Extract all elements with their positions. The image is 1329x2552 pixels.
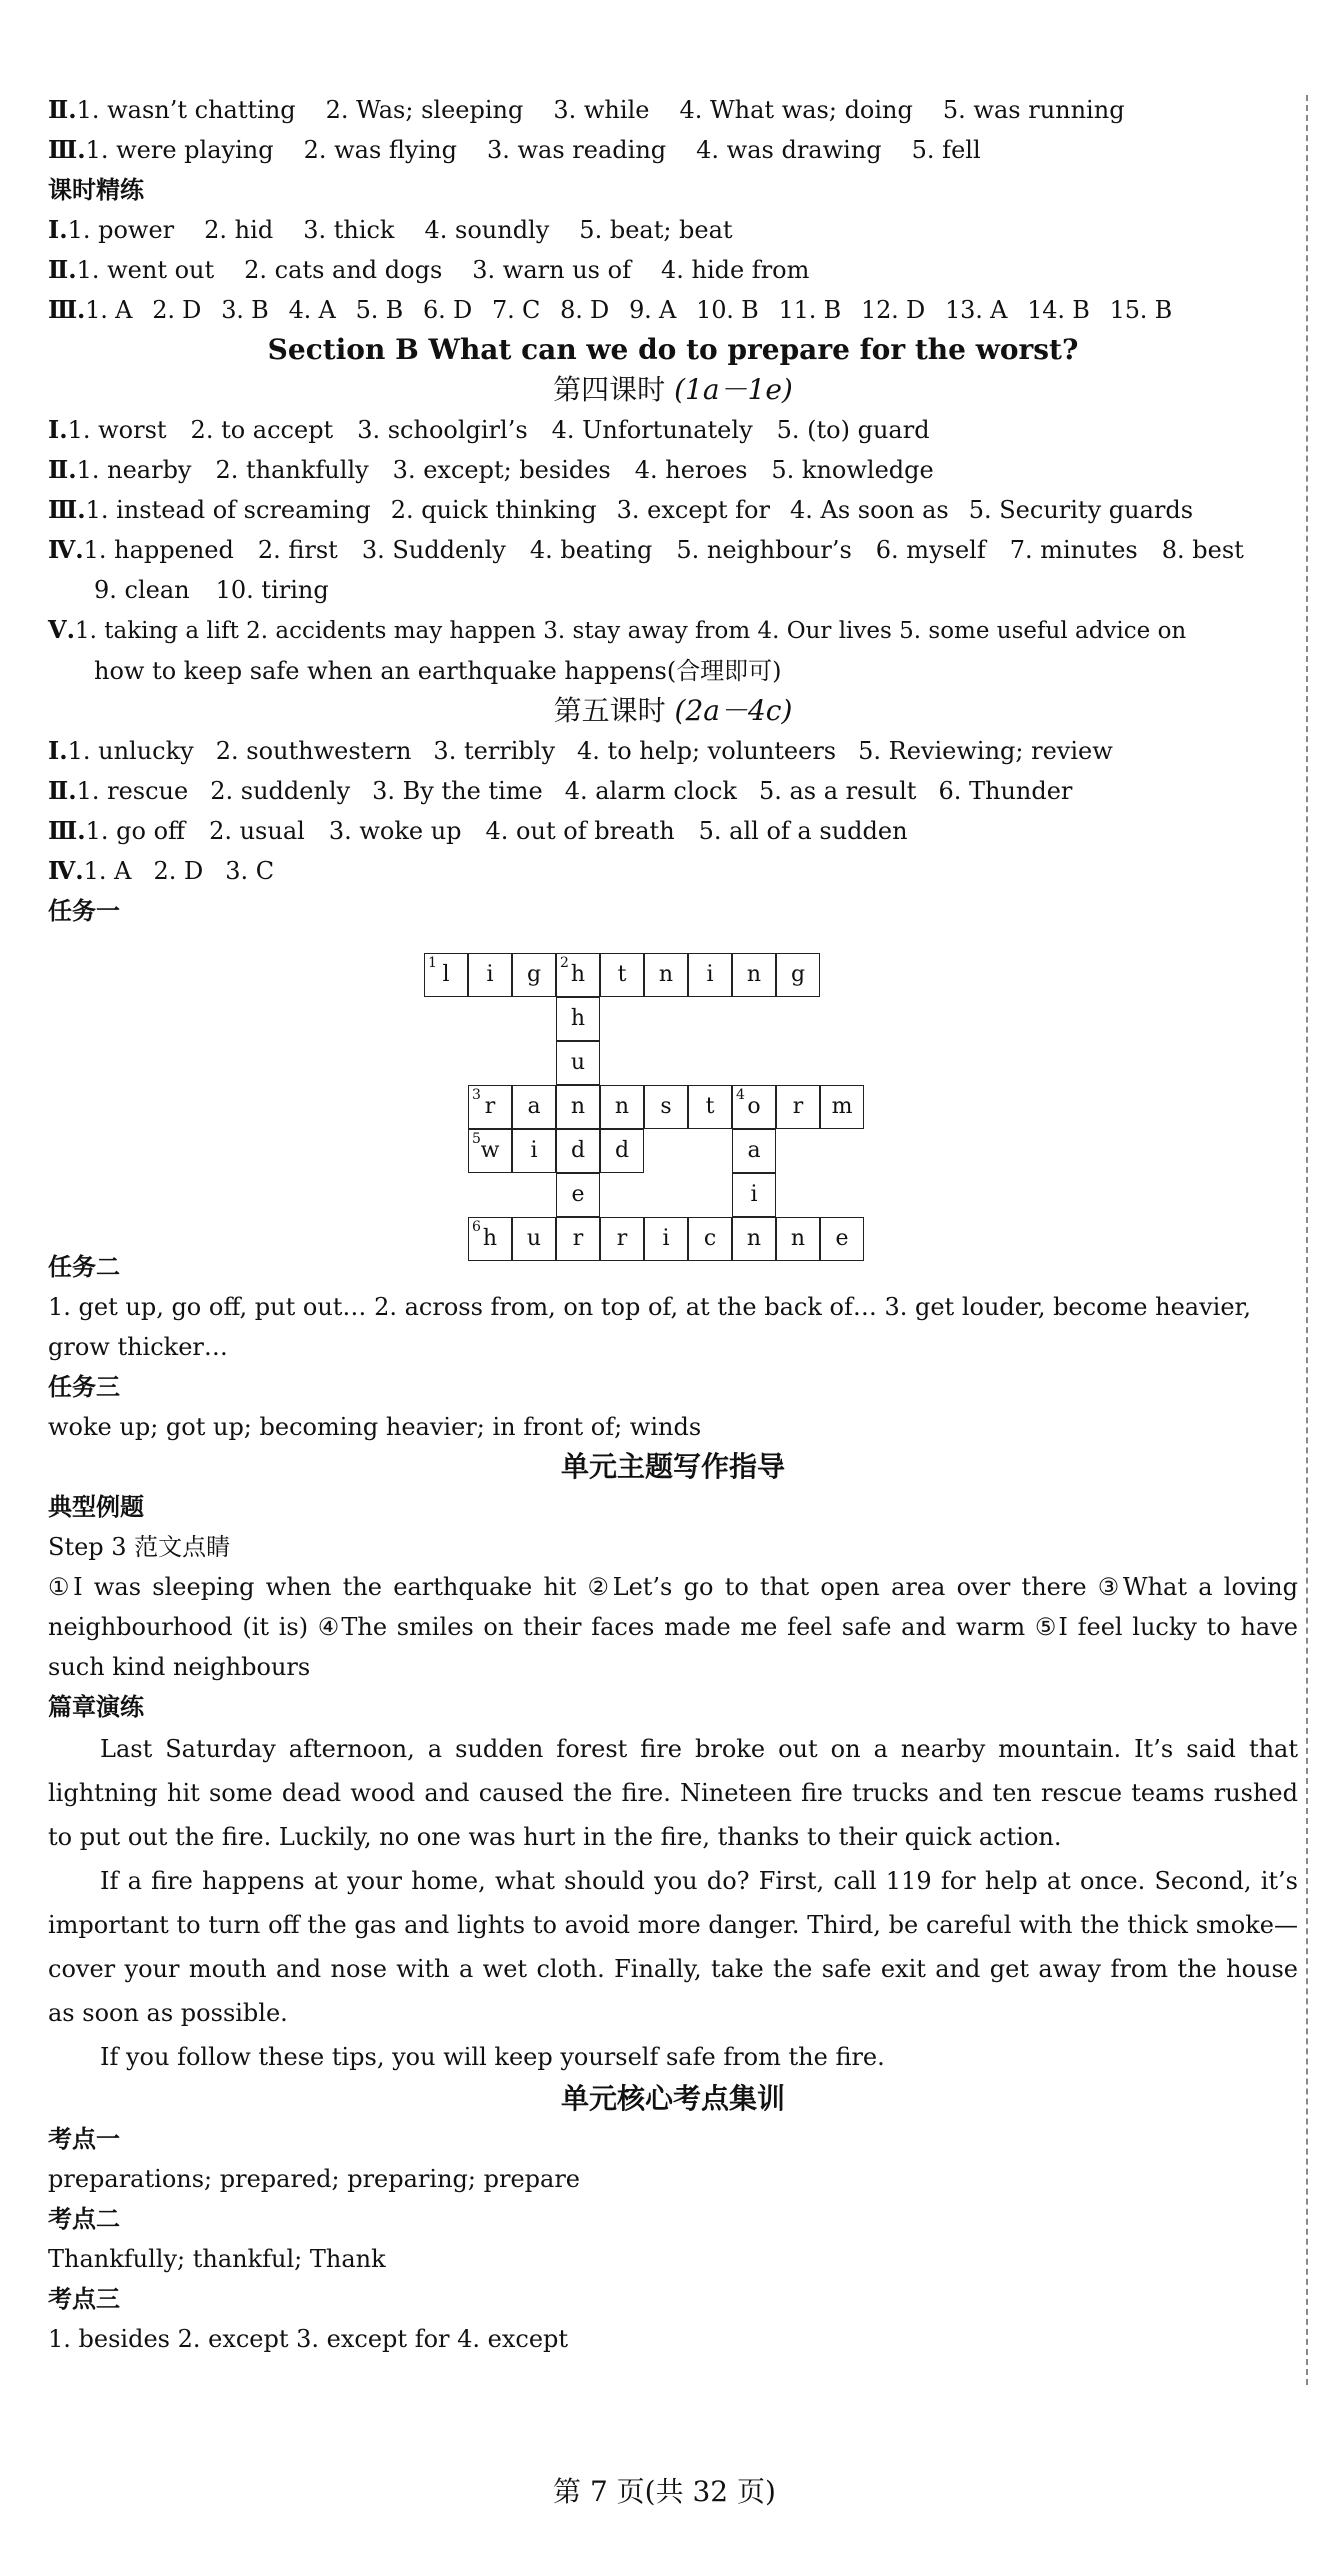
model-sentences: ①I was sleeping when the earthquake hit ②Let’s go to that open area over there ③What a loving neighbourhood (it is) ④The smiles on their faces made me feel safe and warm ⑤I feel lucky to have such kind neighbours bbox=[48, 1573, 1298, 1681]
practice-heading: 篇章演练 bbox=[48, 1693, 144, 1721]
task3-heading: 任务三 bbox=[48, 1373, 120, 1401]
crossword-letter: n bbox=[658, 962, 674, 987]
crossword-cell bbox=[776, 1085, 820, 1129]
content-column bbox=[48, 90, 1298, 2359]
point-answer: preparations; prepared; preparing; prepare bbox=[48, 2165, 580, 2193]
answer-row bbox=[48, 530, 1298, 570]
answer-row bbox=[48, 450, 1298, 490]
crossword-cell bbox=[556, 1173, 600, 1217]
crossword-letter: o bbox=[747, 1094, 761, 1119]
crossword-cell bbox=[644, 1217, 688, 1261]
lesson4-code: (1a－1e) bbox=[674, 373, 793, 406]
answer-item: 1. unlucky bbox=[67, 737, 194, 765]
crossword-cell bbox=[600, 953, 644, 997]
page-footer: 第 7 页(共 32 页) bbox=[553, 2475, 776, 2508]
answer-item: 4. soundly bbox=[424, 216, 550, 244]
crossword-letter: n bbox=[614, 1094, 630, 1119]
answer-item: 2. was flying bbox=[303, 136, 457, 164]
answer-item: 3. schoolgirl’s bbox=[357, 416, 528, 444]
point-heading: 考点二 bbox=[48, 2205, 120, 2233]
answer-item: 5. knowledge bbox=[771, 456, 934, 484]
answer-item: 10. tiring bbox=[215, 576, 329, 604]
crossword-letter: n bbox=[570, 1094, 586, 1119]
answer-item: 5. all of a sudden bbox=[698, 817, 908, 845]
answer-item: 12. D bbox=[861, 296, 926, 324]
crossword-letter: g bbox=[526, 962, 542, 987]
crossword-cell bbox=[512, 1129, 556, 1173]
answer-item: 2. usual bbox=[209, 817, 305, 845]
answer-item: 1. rescue bbox=[76, 777, 189, 805]
crossword-letter: w bbox=[480, 1138, 500, 1163]
answer-item: 3. while bbox=[553, 96, 650, 124]
crossword-cell bbox=[776, 953, 820, 997]
roman-numeral: Ⅰ. bbox=[48, 736, 68, 765]
answer-item: 1. A bbox=[85, 296, 133, 324]
clue-number: 5 bbox=[472, 1131, 481, 1147]
crossword-letter: r bbox=[792, 1094, 804, 1119]
roman-numeral: Ⅰ. bbox=[48, 415, 68, 444]
answer-item: 2. D bbox=[153, 857, 204, 885]
answer-text: 1. taking a lift 2. accidents may happen 3. stay away from 4. Our lives 5. some useful advice on bbox=[74, 618, 1187, 644]
answer-item: 3. was reading bbox=[486, 136, 667, 164]
answer-item: 3. woke up bbox=[328, 817, 462, 845]
example-heading: 典型例题 bbox=[48, 1493, 144, 1521]
answer-row bbox=[48, 290, 1298, 330]
crossword-cell bbox=[556, 1129, 600, 1173]
crossword-letter: g bbox=[790, 962, 806, 987]
crossword-cell bbox=[732, 1217, 776, 1261]
answer-item: 5. (to) guard bbox=[776, 416, 930, 444]
answer-item: 3. B bbox=[221, 296, 269, 324]
answer-item: 4. beating bbox=[529, 536, 653, 564]
crossword-letter: u bbox=[570, 1050, 586, 1075]
crossword-letter: d bbox=[570, 1138, 586, 1163]
task1-heading: 任务一 bbox=[48, 897, 120, 925]
answer-item: 2. thankfully bbox=[215, 456, 369, 484]
crossword-letter: s bbox=[660, 1094, 672, 1119]
answer-row bbox=[48, 210, 1298, 250]
crossword-cell bbox=[556, 1217, 600, 1261]
crossword-cell bbox=[732, 1173, 776, 1217]
crossword-letter: d bbox=[614, 1138, 630, 1163]
crossword-cell bbox=[468, 1217, 512, 1261]
crossword-letter: i bbox=[530, 1138, 538, 1163]
roman-numeral: Ⅲ. bbox=[48, 816, 86, 845]
crossword-cell bbox=[688, 1217, 732, 1261]
dashed-margin-rule bbox=[1306, 95, 1308, 2385]
answer-item: 2. D bbox=[152, 296, 202, 324]
answer-item: 1. were playing bbox=[85, 136, 274, 164]
answer-item: 2. cats and dogs bbox=[244, 256, 443, 284]
answer-item: 7. minutes bbox=[1009, 536, 1138, 564]
lesson4-name: 第四课时 bbox=[553, 373, 666, 406]
answer-item: 6. D bbox=[423, 296, 473, 324]
core-title: 单元核心考点集训 bbox=[560, 2082, 785, 2115]
crossword-cell bbox=[732, 953, 776, 997]
answer-item: 15. B bbox=[1109, 296, 1173, 324]
crossword-cell bbox=[600, 1217, 644, 1261]
answer-item: 4. What was; doing bbox=[679, 96, 913, 124]
crossword-letter: h bbox=[570, 962, 586, 987]
answer-item: 1. nearby bbox=[76, 456, 192, 484]
answer-item: 4. A bbox=[288, 296, 336, 324]
writing-title: 单元主题写作指导 bbox=[560, 1450, 785, 1483]
crossword-letter: h bbox=[570, 1006, 586, 1031]
clue-number: 3 bbox=[472, 1087, 481, 1103]
clue-number: 4 bbox=[736, 1087, 745, 1103]
crossword-letter: u bbox=[526, 1226, 542, 1251]
crossword-letter: n bbox=[746, 1226, 762, 1251]
crossword-cell bbox=[776, 1217, 820, 1261]
roman-numeral: Ⅲ. bbox=[48, 295, 86, 324]
answer-item: 4. out of breath bbox=[485, 817, 675, 845]
essay-paragraph: If a fire happens at your home, what should you do? First, call 119 for help at once. Second, it’s important to turn off the gas and lights to avoid more danger. Third, be careful with the thick smoke—cover your mouth and nose with a wet cloth. Finally, take the safe exit and get away from the house as soon as possible. bbox=[48, 1867, 1298, 2027]
lesson4-title bbox=[48, 370, 1298, 410]
crossword-letter: c bbox=[703, 1226, 717, 1251]
crossword-letter: e bbox=[571, 1182, 585, 1207]
answer-row bbox=[48, 731, 1298, 771]
section-heading: 课时精练 bbox=[48, 176, 144, 204]
answer-item: 8. best bbox=[1161, 536, 1244, 564]
crossword-cell bbox=[512, 1085, 556, 1129]
answer-item: 4. hide from bbox=[660, 256, 810, 284]
roman-numeral: Ⅱ. bbox=[48, 455, 77, 484]
crossword-cell bbox=[688, 953, 732, 997]
answer-row bbox=[48, 90, 1298, 130]
crossword-cell bbox=[512, 1217, 556, 1261]
answer-item: 10. B bbox=[696, 296, 759, 324]
answer-item: 9. A bbox=[629, 296, 677, 324]
clue-number: 2 bbox=[560, 955, 569, 971]
answer-item: 5. Reviewing; review bbox=[858, 737, 1113, 765]
answer-row-continued bbox=[48, 570, 1298, 610]
crossword-cell bbox=[820, 1217, 864, 1261]
crossword-letter: m bbox=[831, 1094, 853, 1119]
answer-item: 6. Thunder bbox=[938, 777, 1073, 805]
answer-item: 2. suddenly bbox=[210, 777, 351, 805]
answer-item: 1. go off bbox=[85, 817, 186, 845]
answer-row bbox=[48, 771, 1298, 811]
answer-item: 4. alarm clock bbox=[564, 777, 737, 805]
answer-item: 13. A bbox=[945, 296, 1008, 324]
answer-item: 4. to help; volunteers bbox=[577, 737, 837, 765]
clue-number: 6 bbox=[472, 1219, 481, 1235]
point-answer: Thankfully; thankful; Thank bbox=[48, 2245, 386, 2273]
answer-item: 4. was drawing bbox=[696, 136, 882, 164]
crossword-letter: a bbox=[747, 1138, 761, 1163]
crossword-cell bbox=[468, 1129, 512, 1173]
answer-item: 1. happened bbox=[83, 536, 234, 564]
crossword-letter: h bbox=[482, 1226, 498, 1251]
essay-paragraph: If you follow these tips, you will keep yourself safe from the fire. bbox=[100, 2043, 885, 2071]
answer-item: 1. power bbox=[67, 216, 175, 244]
task2-heading: 任务二 bbox=[48, 1253, 120, 1281]
roman-numeral: Ⅱ. bbox=[48, 255, 77, 284]
answer-item: 3. warn us of bbox=[472, 256, 631, 284]
answer-row bbox=[48, 490, 1298, 530]
crossword-cell bbox=[556, 953, 600, 997]
answer-item: 5. B bbox=[355, 296, 404, 324]
crossword-letter: n bbox=[790, 1226, 806, 1251]
crossword-cell bbox=[600, 1129, 644, 1173]
crossword-letter: r bbox=[572, 1226, 584, 1251]
answer-row bbox=[48, 250, 1298, 290]
task3-answer: woke up; got up; becoming heavier; in front of; winds bbox=[48, 1413, 702, 1441]
answer-item: 2. to accept bbox=[190, 416, 334, 444]
crossword-letter: a bbox=[527, 1094, 541, 1119]
crossword-letter: r bbox=[484, 1094, 496, 1119]
crossword-grid bbox=[48, 941, 1298, 1251]
roman-numeral: Ⅱ. bbox=[48, 776, 77, 805]
answer-item: 4. heroes bbox=[634, 456, 748, 484]
crossword-cell bbox=[512, 953, 556, 997]
roman-numeral: Ⅲ. bbox=[48, 135, 86, 164]
crossword-letter: l bbox=[442, 962, 450, 987]
answer-item: 5. beat; beat bbox=[579, 216, 733, 244]
answer-item: 3. except; besides bbox=[392, 456, 611, 484]
answer-item: 3. Suddenly bbox=[361, 536, 506, 564]
answer-item: 11. B bbox=[778, 296, 842, 324]
answer-row bbox=[48, 851, 1298, 891]
answer-row-continued: how to keep safe when an earthquake happens(合理即可) bbox=[94, 657, 782, 685]
answer-item: 3. C bbox=[225, 857, 275, 885]
answer-item: 8. D bbox=[560, 296, 610, 324]
answer-item: 2. quick thinking bbox=[390, 496, 597, 524]
answer-item: 4. Unfortunately bbox=[551, 416, 753, 444]
crossword-letter: i bbox=[750, 1182, 758, 1207]
answer-item: 9. clean bbox=[94, 576, 190, 604]
task2-answer: 1. get up, go off, put out… 2. across from, on top of, at the back of… 3. get louder, become heavier, grow thicker… bbox=[48, 1293, 1251, 1361]
clue-number: 1 bbox=[428, 955, 437, 971]
step-label: Step 3 范文点睛 bbox=[48, 1533, 231, 1561]
point-heading: 考点一 bbox=[48, 2125, 120, 2153]
answer-item: 3. terribly bbox=[433, 737, 556, 765]
crossword-cell bbox=[424, 953, 468, 997]
answer-item: 1. went out bbox=[76, 256, 215, 284]
answer-row bbox=[48, 610, 1298, 651]
answer-row bbox=[48, 410, 1298, 450]
crossword-cell bbox=[468, 953, 512, 997]
crossword-cell bbox=[556, 1041, 600, 1085]
answer-item: 5. fell bbox=[911, 136, 981, 164]
point-answer: 1. besides 2. except 3. except for 4. except bbox=[48, 2325, 569, 2353]
crossword-letter: n bbox=[746, 962, 762, 987]
roman-numeral: Ⅱ. bbox=[48, 95, 77, 124]
crossword-letter: r bbox=[616, 1226, 628, 1251]
answer-item: 4. As soon as bbox=[789, 496, 949, 524]
crossword-letter: i bbox=[662, 1226, 670, 1251]
answer-item: 14. B bbox=[1027, 296, 1090, 324]
crossword-letter: e bbox=[835, 1226, 849, 1251]
answer-item: 7. C bbox=[492, 296, 541, 324]
point-heading: 考点三 bbox=[48, 2285, 120, 2313]
answer-item: 3. thick bbox=[303, 216, 395, 244]
answer-item: 1. A bbox=[83, 857, 132, 885]
lesson5-code: (2a－4c) bbox=[674, 694, 793, 727]
answer-item: 1. instead of screaming bbox=[85, 496, 371, 524]
crossword-letter: t bbox=[705, 1094, 715, 1119]
answer-item: 5. as a result bbox=[758, 777, 917, 805]
answer-item: 5. Security guards bbox=[968, 496, 1194, 524]
crossword-cell bbox=[644, 953, 688, 997]
crossword-cell bbox=[732, 1129, 776, 1173]
answer-item: 3. except for bbox=[616, 496, 770, 524]
roman-numeral: Ⅳ. bbox=[48, 856, 84, 885]
roman-numeral: Ⅴ. bbox=[48, 615, 75, 644]
roman-numeral: Ⅰ. bbox=[48, 215, 68, 244]
crossword-cell bbox=[556, 1085, 600, 1129]
crossword-cell bbox=[820, 1085, 864, 1129]
answer-row bbox=[48, 811, 1298, 851]
roman-numeral: Ⅳ. bbox=[48, 535, 84, 564]
crossword-letter: i bbox=[706, 962, 714, 987]
lesson5-name: 第五课时 bbox=[553, 694, 666, 727]
answer-item: 5. neighbour’s bbox=[676, 536, 852, 564]
section-b-title: Section B What can we do to prepare for the worst? bbox=[267, 333, 1079, 366]
crossword-cell bbox=[644, 1085, 688, 1129]
essay-paragraph: Last Saturday afternoon, a sudden forest fire broke out on a nearby mountain. It’s said that lightning hit some dead wood and caused the fire. Nineteen fire trucks and ten rescue teams rushed to put out the fire. Luckily, no one was hurt in the fire, thanks to their quick action. bbox=[48, 1735, 1298, 1851]
crossword-cell bbox=[556, 997, 600, 1041]
answer-item: 3. By the time bbox=[372, 777, 543, 805]
answer-item: 2. hid bbox=[204, 216, 274, 244]
crossword-letter: i bbox=[486, 962, 494, 987]
answer-item: 2. Was; sleeping bbox=[325, 96, 524, 124]
answer-item: 6. myself bbox=[875, 536, 986, 564]
crossword-cell bbox=[688, 1085, 732, 1129]
crossword-letter: t bbox=[617, 962, 627, 987]
lesson5-title bbox=[48, 691, 1298, 731]
answer-item: 2. first bbox=[257, 536, 338, 564]
crossword-cell bbox=[732, 1085, 776, 1129]
roman-numeral: Ⅲ. bbox=[48, 495, 86, 524]
answer-item: 5. was running bbox=[942, 96, 1125, 124]
answer-row bbox=[48, 130, 1298, 170]
answer-item: 1. wasn’t chatting bbox=[76, 96, 296, 124]
answer-item: 1. worst bbox=[67, 416, 167, 444]
crossword-cell bbox=[600, 1085, 644, 1129]
answer-item: 2. southwestern bbox=[215, 737, 412, 765]
